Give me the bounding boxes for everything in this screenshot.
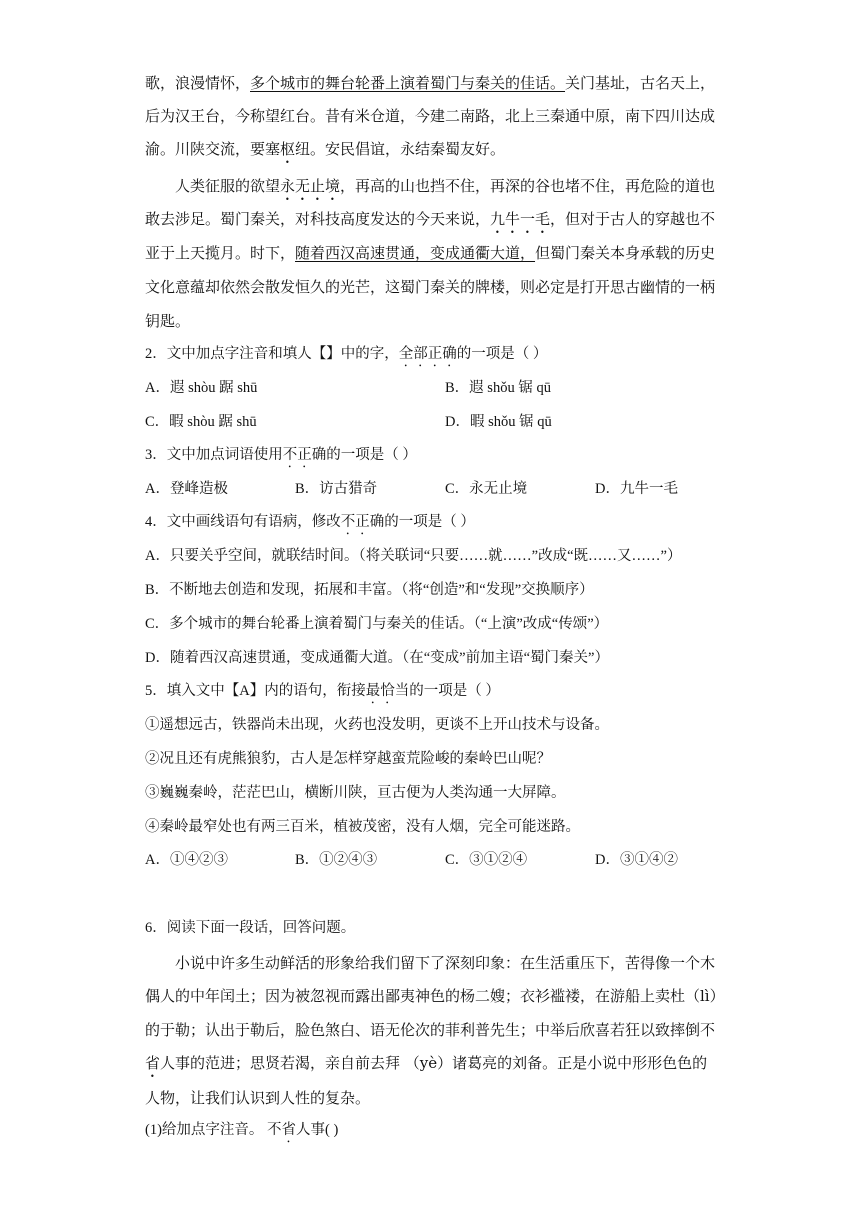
dotted-phrase: 九牛一毛 <box>490 210 551 228</box>
text-segment: 渝。川陕交流，要塞 <box>145 140 281 158</box>
question-5-sentence-4: ④秦岭最窄处也有两三百米，植被茂密，没有人烟，完全可能迷路。 <box>145 819 580 835</box>
text-segment: 亚于上天揽月。时下， <box>145 244 296 262</box>
text-segment: 关门基址，古名天上， <box>565 74 716 92</box>
passage-line-2: 后为汉王台，今称望红台。昔有米仓道，今建二南路，北上三秦通中原，南下四川达成 <box>145 107 716 125</box>
dotted-character: 省 <box>281 1122 297 1138</box>
text-segment: 4．文中画线语句有语病，修改 <box>145 514 341 530</box>
text-segment: 确的一项是（ ） <box>311 447 417 463</box>
option-b[interactable]: B．访古猎奇 <box>295 481 378 497</box>
option-a[interactable]: A．遐 shòu 踞 shū <box>145 380 258 396</box>
option-b[interactable]: B．遐 shǒu 锯 qū <box>445 380 551 396</box>
question-6-subquestion-1 <box>145 1120 338 1146</box>
passage-p2-line-3 <box>145 243 715 263</box>
passage-line-1 <box>145 73 715 93</box>
option-b[interactable]: B．①②④③ <box>295 852 378 868</box>
question-5-sentence-3: ③巍巍秦岭，茫茫巴山，横断川陕，亘古便为人类沟通一大屏障。 <box>145 785 566 801</box>
dotted-character: 省 <box>145 1054 161 1072</box>
text-segment: 确的一项是（ ） <box>369 514 475 530</box>
text-segment: 歌，浪漫情怀， <box>145 74 251 92</box>
question-4-stem <box>145 512 475 538</box>
underlined-sentence: 随着西汉高速贯通，变成通衢大道， <box>295 244 536 262</box>
dotted-phrase: 不正 <box>340 514 370 530</box>
answer-blank[interactable]: 人事( ) <box>296 1122 339 1138</box>
dotted-character: 枢 <box>280 140 296 158</box>
question-2-stem <box>145 344 547 370</box>
text-segment: 但蜀门秦关本身承载的历史 <box>535 244 716 262</box>
question-6-line-5: 人物，让我们认识到人性的复杂。 <box>145 1089 371 1107</box>
text-segment: 纽。安民倡谊，永结秦蜀友好。 <box>295 140 506 158</box>
question-3-stem <box>145 445 417 471</box>
underlined-sentence: 多个城市的舞台轮番上演着蜀门与秦关的佳话。 <box>250 74 566 92</box>
question-6-stem: 6．阅读下面一段话，回答问题。 <box>145 920 356 936</box>
question-5-stem <box>145 681 500 707</box>
option-a[interactable]: A．①④②③ <box>145 852 228 868</box>
text-segment: ，再高的山也挡不住，再深的谷也堵不住，再危险的道也 <box>340 177 716 195</box>
question-5-sentence-1: ①遥想远古，铁器尚未出现，火药也没发明，更谈不上开山技术与设备。 <box>145 717 609 733</box>
dotted-phrase: 不正 <box>282 447 312 463</box>
text-segment: 人类征服的欲望 <box>175 177 281 195</box>
text-segment: 人事的范进；思贤若渴，亲自前去拜 （yè）诸葛亮的刘备。正是小说中形形色色的 <box>160 1054 708 1072</box>
text-segment: 的一项是（ ） <box>456 346 548 362</box>
passage-line-3 <box>145 139 505 167</box>
question-4-option-b[interactable]: B．不断地去创造和发现，拓展和丰富。（将“创造”和“发现”交换顺序） <box>145 582 594 598</box>
question-4-option-d[interactable]: D．随着西汉高速贯通，变成通衢大道。（在“变成”前加主语“蜀门秦关”） <box>145 650 609 666</box>
passage-p2-line-2 <box>145 209 715 237</box>
option-c[interactable]: C．③①②④ <box>445 852 528 868</box>
text-segment: 5．填入文中【A】内的语句，衔接 <box>145 683 366 699</box>
question-6-line-3: 的于勒；认出于勒后，脸色煞白、语无伦次的菲利普先生；中举后欣喜若狂以致摔倒不 <box>145 1021 716 1039</box>
text-segment: 3．文中加点词语使用 <box>145 447 283 463</box>
option-a[interactable]: A．登峰造极 <box>145 481 228 497</box>
dotted-phrase: 最恰 <box>365 683 395 699</box>
passage-p2-line-4: 文化意蕴却依然会散发恒久的光芒，这蜀门秦关的牌楼，则必定是打开思古幽情的一柄 <box>145 278 716 296</box>
question-6-line-1: 小说中许多生动鲜活的形象给我们留下了深刻印象：在生活重压下，苦得像一个木 <box>175 954 716 972</box>
text-segment: ，但对于古人的穿越也不 <box>550 210 716 228</box>
question-4-option-c[interactable]: C．多个城市的舞台轮番上演着蜀门与秦关的佳话。（“上演”改成“传颂”） <box>145 616 609 632</box>
question-5-sentence-2: ②况且还有虎熊狼豹，古人是怎样穿越蛮荒险峻的秦岭巴山呢？ <box>145 751 551 767</box>
question-4-option-a[interactable]: A．只要关乎空间，就联结时间。（将关联词“只要……就……”改成“既……又……”） <box>145 548 682 564</box>
dotted-phrase: 永无止境 <box>280 177 341 195</box>
option-d[interactable]: D．暇 shǒu 锯 qū <box>445 414 552 430</box>
question-6-line-2: 偶人的中年闰土；因为被忽视而露出鄙夷神色的杨二嫂；衣衫褴褛，在游船上卖杜（lì） <box>145 987 725 1005</box>
dotted-phrase: 全部正确 <box>398 346 457 362</box>
text-segment: 当的一项是（ ） <box>394 683 500 699</box>
option-c[interactable]: C．暇 shòu 踞 shū <box>145 414 257 430</box>
passage-p2-line-1 <box>175 176 715 204</box>
text-segment: (1)给加点字注音。 不 <box>145 1122 282 1138</box>
question-6-line-4 <box>145 1053 707 1081</box>
option-d[interactable]: D．③①④② <box>595 852 678 868</box>
passage-p2-line-5: 钥匙。 <box>145 312 191 330</box>
option-c[interactable]: C．永无止境 <box>445 481 528 497</box>
text-segment: 敢去涉足。蜀门秦关，对科技高度发达的今天来说， <box>145 210 491 228</box>
option-d[interactable]: D．九牛一毛 <box>595 481 678 497</box>
text-segment: 2．文中加点字注音和填人【】中的字， <box>145 346 399 362</box>
